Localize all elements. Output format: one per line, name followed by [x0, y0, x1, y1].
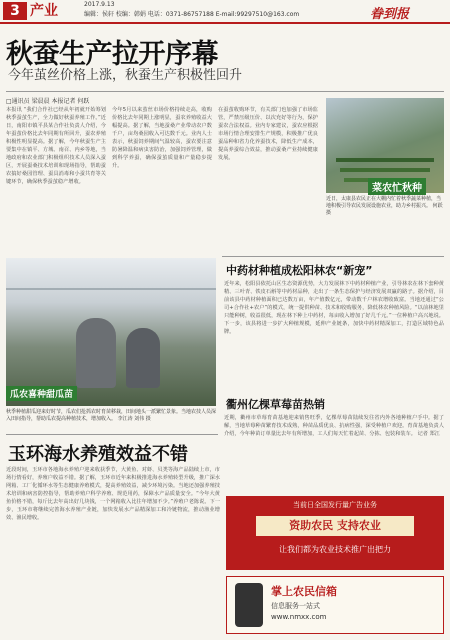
- melon-seedling-photo: [6, 258, 216, 406]
- sea-body: 近段时间，玉环市各地海水养殖户迎来收获季节，大黄鱼、对虾、贝类等海产品陆续上市，市场行情看好，养殖户收益不错。据了解，玉环市近年来积极推进海水养殖转型升级，推广深水网箱、工厂化循环水等生态健康养殖模式，提高养殖效益，减少环境污染。当地还加强养殖技术培训和病害防控指导，帮助养殖户科学养殖、规范用药，保障水产品质量安全。“今年大黄鱼价格不错，每斤比去年高出好几块钱，一个网箱收入比往年增加不少。”养殖户老陈说。下一步，玉环市将继续完善海水养殖产业链，加快发展水产品精深加工和冷链物流，推动渔业增效、渔民增收。: [6, 467, 220, 521]
- lead-body-col3: 在蚕茧收购环节，有关部门也加强了市场监管，严禁压级压价、以次充好等行为，保护蚕农合法权益。业内专家建议，蚕农应根据市场行情合理安排生产规模，积极推广优良蚕品种和省力化养蚕技术，降低生产成本，提高养蚕综合效益，推动蚕桑产业持续健康发展。: [218, 107, 318, 161]
- herb-headline: 中药材种植成松阳林农“新宠”: [226, 264, 373, 277]
- divider: [222, 256, 444, 257]
- lead-byline: □通讯员 梁晨晨 本报记者 何跃: [6, 98, 90, 105]
- photo-caption-2: 秋季种植甜瓜迎来好时节，瓜农们抢抓农时育苗移栽，田间地头一派繁忙景象。当地农技人员深入田间指导，帮助瓜农提高种植技术，增加收入。 李江涛 刘伟 摄: [6, 409, 217, 422]
- divider: [6, 91, 444, 92]
- page-number: 3: [3, 2, 27, 20]
- photo-label: 菜农忙秋种: [368, 178, 426, 195]
- masthead: 眷到报: [370, 7, 410, 22]
- ad2-url[interactable]: www.nmxx.com: [271, 613, 327, 621]
- ad2-head: 掌上农民信箱: [271, 585, 337, 598]
- lead-body-col2: 今年5月以来茧丝市场价格持续走高，收购价格比去年同期上涨明显，蚕农养殖收益大幅提高。据了解，当地蚕桑产业带动农户数千户，亩均桑园收入可达数千元。业内人士表示，秋蚕饲养期间气温较高，蚕农要注意防暑降温和病虫害防治，加强饲养管理，做到科学养蚕，确保蚕茧质量和产量稳步提升。: [112, 107, 212, 169]
- strawberry-headline: 衢州亿棵草莓苗热销: [226, 398, 325, 411]
- section-title: 产业: [30, 3, 58, 19]
- phone-icon: [235, 583, 263, 627]
- divider: [6, 434, 218, 435]
- lead-subheadline: 今年茧丝价格上涨，秋蚕生产积极性回升: [8, 68, 243, 83]
- lead-body-col1: 本报讯 “我们合作社已经从年初就开始筹划秋季蚕茧生产，全力做好秋蚕养殖工作。”近日，南阳市镇平县某合作社负责人介绍，今年蚕茧价格比去年同期有所回升，蚕农养殖积极性明显提高。据了解，今年秋蚕生产主要集中在镇平、方城、南召、内乡等地，当地政府和农业部门积极组织技术人员深入蚕区，开展蚕桑技术培训和现场指导，帮助蚕农搞好桑园管理、蚕具消毒和小蚕共育等关键环节，确保秋季蚕茧稳产增收。: [6, 107, 106, 185]
- ad-head: 当前日全国发行量广告业务: [293, 501, 377, 509]
- issue-date: 2017.9.13: [84, 1, 115, 8]
- vegetable-photo: [326, 98, 444, 193]
- ad-line1: 资助农民 支持农业: [256, 516, 414, 536]
- ad2-line: 信息服务一站式: [271, 602, 320, 610]
- lead-headline: 秋蚕生产拉开序幕: [6, 39, 218, 70]
- ad-mobile-mailbox[interactable]: [226, 576, 444, 634]
- herb-body: 近年来，松阳县依托山区生态资源优势，大力发展林下中药材种植产业，引导林农在林下套种黄精、三叶青、铁皮石斛等中药材品种，走出了一条生态保护与经济发展双赢的路子。据介绍，目前该县中药材种植面积已达数万亩，年产值数亿元，带动数千户林农增收致富。当地还通过“公司+合作社+农户”的模式，统一提供种苗、技术和收购服务，降低林农种植风险。“以前林地里只能种树，收益很低，现在林下种上中药材，每亩收入增加了好几千元。”一位种植户高兴地说。下一步，该县将进一步扩大种植规模，延伸产业链条，加快中药材精深加工，打造区域特色品牌。: [224, 281, 444, 335]
- sea-headline: 玉环海水养殖效益不错: [8, 444, 188, 465]
- photo-label-2: 瓜农喜种甜瓜苗: [6, 386, 77, 401]
- ad-farm-support[interactable]: [226, 496, 444, 570]
- strawberry-body: 近期，衢州市草莓育苗基地迎来销售旺季，亿棵草莓苗陆续发往省内外各地种植户手中。据了解，当地草莓种苗繁育技术成熟，种苗品质优良、抗病性强，深受种植户欢迎。育苗基地负责人介绍，今年种苗订单量比去年有所增加，工人们每天忙着起苗、分拣、包装和装车。 记者 郑江: [224, 415, 444, 437]
- ad-line2: 让我们都为农业技术推广出把力: [279, 545, 391, 554]
- editor-line: 编辑：侯轩 校编：韩娟 电话：0371-86757188 E-mail:99297510@163.com: [84, 11, 300, 18]
- photo-caption: 近日，太康县农民正在大棚内忙着秋季蔬菜种植，当地积极引导农民发展设施农业，助力乡村振兴。 何跃 摄: [326, 196, 443, 216]
